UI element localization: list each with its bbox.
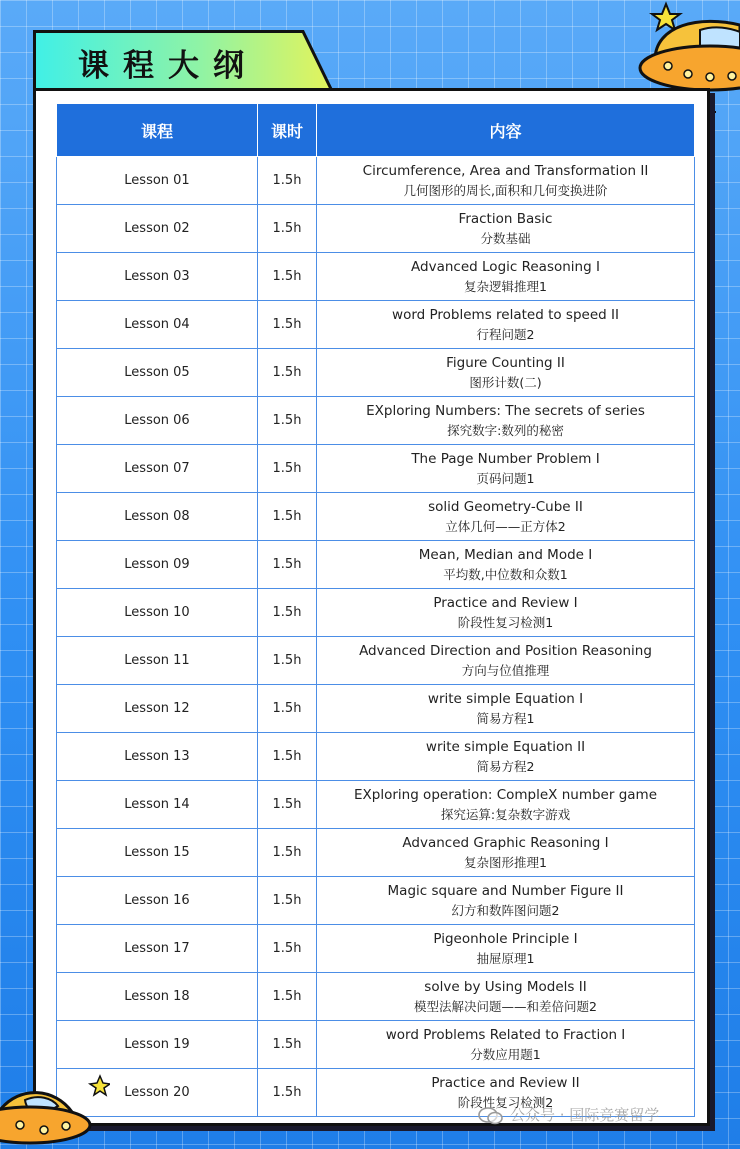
lesson-cell: Lesson 13 <box>57 733 258 781</box>
content-cell <box>317 397 695 445</box>
content-cell <box>317 541 695 589</box>
header-content: 内容 <box>317 104 695 157</box>
content-chinese: 图形计数(二) <box>469 374 542 390</box>
content-chinese: 复杂图形推理1 <box>464 854 547 870</box>
content-chinese: 几何图形的周长,面积和几何变换进阶 <box>403 182 608 198</box>
lesson-cell: Lesson 05 <box>57 349 258 397</box>
content-cell <box>317 157 695 205</box>
lesson-cell: Lesson 04 <box>57 301 258 349</box>
lesson-cell: Lesson 09 <box>57 541 258 589</box>
lesson-cell: Lesson 18 <box>57 973 258 1021</box>
watermark <box>478 1104 659 1125</box>
content-chinese: 立体几何——正方体2 <box>445 518 566 534</box>
header-hours: 课时 <box>258 104 317 157</box>
table-row <box>57 301 695 349</box>
content-chinese: 模型法解决问题——和差倍问题2 <box>414 998 597 1014</box>
lesson-cell: Lesson 03 <box>57 253 258 301</box>
content-english: solid Geometry-Cube II <box>428 498 583 515</box>
content-chinese: 阶段性复习检测2 <box>457 1094 554 1110</box>
content-english: The Page Number Problem I <box>411 450 600 467</box>
content-cell <box>317 637 695 685</box>
lesson-cell: Lesson 15 <box>57 829 258 877</box>
content-english: write simple Equation I <box>427 690 584 707</box>
content-chinese: 简易方程2 <box>476 758 535 774</box>
table-row <box>57 829 695 877</box>
content-english: Practice and Review II <box>431 1074 580 1091</box>
table-row <box>57 157 695 205</box>
hours-cell: 1.5h <box>258 685 317 733</box>
content-english: Figure Counting II <box>446 354 565 371</box>
content-english: Advanced Graphic Reasoning I <box>402 834 609 851</box>
content-chinese: 阶段性复习检测1 <box>457 614 554 630</box>
table-row <box>57 205 695 253</box>
lesson-cell: Lesson 17 <box>57 925 258 973</box>
hours-cell: 1.5h <box>258 589 317 637</box>
lesson-cell: Lesson 01 <box>57 157 258 205</box>
content-cell <box>317 877 695 925</box>
content-cell <box>317 781 695 829</box>
content-chinese: 行程问题2 <box>476 326 535 342</box>
content-chinese: 平均数,中位数和众数1 <box>443 566 568 582</box>
content-chinese: 页码问题1 <box>476 470 535 486</box>
ufo-bottom-icon <box>0 1070 110 1149</box>
content-chinese: 复杂逻辑推理1 <box>464 278 547 294</box>
table-row <box>57 1021 695 1069</box>
table-row <box>57 925 695 973</box>
hours-cell: 1.5h <box>258 493 317 541</box>
content-cell <box>317 973 695 1021</box>
hours-cell: 1.5h <box>258 973 317 1021</box>
content-chinese: 简易方程1 <box>476 710 535 726</box>
content-english: Practice and Review I <box>433 594 578 611</box>
table-row <box>57 445 695 493</box>
hours-cell: 1.5h <box>258 877 317 925</box>
hours-cell: 1.5h <box>258 1069 317 1117</box>
table-row <box>57 349 695 397</box>
lesson-cell: Lesson 16 <box>57 877 258 925</box>
content-chinese: 抽屉原理1 <box>476 950 535 966</box>
content-english: Pigeonhole Principle I <box>433 930 578 947</box>
table-row <box>57 541 695 589</box>
hours-cell: 1.5h <box>258 349 317 397</box>
lesson-cell: Lesson 14 <box>57 781 258 829</box>
hours-cell: 1.5h <box>258 733 317 781</box>
content-chinese: 探究数字:数列的秘密 <box>447 422 564 438</box>
header-lesson: 课程 <box>57 104 258 157</box>
lesson-cell: Lesson 20 <box>57 1069 258 1117</box>
syllabus-card <box>33 88 710 1126</box>
content-chinese: 分数基础 <box>480 230 531 246</box>
watermark-text: 公众号 · 国际竞赛留学 <box>510 1106 660 1124</box>
lesson-cell: Lesson 11 <box>57 637 258 685</box>
content-cell <box>317 925 695 973</box>
content-english: Circumference, Area and Transformation II <box>362 162 649 179</box>
content-english: EXploring operation: CompleX number game <box>353 786 657 803</box>
hours-cell: 1.5h <box>258 541 317 589</box>
content-chinese: 分数应用题1 <box>470 1046 541 1062</box>
table-row <box>57 253 695 301</box>
content-english: Magic square and Number Figure II <box>387 882 624 899</box>
hours-cell: 1.5h <box>258 301 317 349</box>
content-cell <box>317 349 695 397</box>
content-cell <box>317 733 695 781</box>
content-cell <box>317 301 695 349</box>
content-chinese: 方向与位值推理 <box>461 662 550 678</box>
hours-cell: 1.5h <box>258 445 317 493</box>
lesson-cell: Lesson 02 <box>57 205 258 253</box>
syllabus-table <box>56 103 695 1117</box>
page-title: 课程大纲 <box>78 48 258 84</box>
hours-cell: 1.5h <box>258 781 317 829</box>
content-cell <box>317 253 695 301</box>
table-row <box>57 685 695 733</box>
hours-cell: 1.5h <box>258 397 317 445</box>
table-row <box>57 637 695 685</box>
content-chinese: 探究运算:复杂数字游戏 <box>440 806 571 822</box>
table-row <box>57 397 695 445</box>
content-cell <box>317 685 695 733</box>
hours-cell: 1.5h <box>258 637 317 685</box>
table-row <box>57 493 695 541</box>
content-english: Advanced Logic Reasoning I <box>411 258 600 275</box>
lesson-cell: Lesson 12 <box>57 685 258 733</box>
content-cell <box>317 445 695 493</box>
content-cell <box>317 1021 695 1069</box>
content-english: solve by Using Models II <box>424 978 587 995</box>
table-row <box>57 781 695 829</box>
content-cell <box>317 493 695 541</box>
lesson-cell: Lesson 19 <box>57 1021 258 1069</box>
content-english: word Problems related to speed II <box>392 306 619 323</box>
content-english: Mean, Median and Mode I <box>418 546 593 563</box>
content-chinese: 幻方和数阵图问题2 <box>451 902 560 918</box>
content-cell <box>317 589 695 637</box>
content-english: EXploring Numbers: The secrets of series <box>366 402 645 419</box>
table-row <box>57 877 695 925</box>
content-english: Fraction Basic <box>458 210 553 227</box>
hours-cell: 1.5h <box>258 829 317 877</box>
content-english: word Problems Related to Fraction I <box>385 1026 626 1043</box>
table-row <box>57 589 695 637</box>
lesson-cell: Lesson 06 <box>57 397 258 445</box>
lesson-cell: Lesson 08 <box>57 493 258 541</box>
content-english: Advanced Direction and Position Reasoning <box>359 642 652 659</box>
hours-cell: 1.5h <box>258 925 317 973</box>
wechat-icon <box>478 1107 504 1125</box>
content-cell <box>317 829 695 877</box>
table-row <box>57 973 695 1021</box>
hours-cell: 1.5h <box>258 205 317 253</box>
lesson-cell: Lesson 10 <box>57 589 258 637</box>
table-row <box>57 733 695 781</box>
table-header-row <box>57 104 695 157</box>
content-english: write simple Equation II <box>425 738 586 755</box>
hours-cell: 1.5h <box>258 253 317 301</box>
hours-cell: 1.5h <box>258 157 317 205</box>
hours-cell: 1.5h <box>258 1021 317 1069</box>
lesson-cell: Lesson 07 <box>57 445 258 493</box>
content-cell <box>317 205 695 253</box>
